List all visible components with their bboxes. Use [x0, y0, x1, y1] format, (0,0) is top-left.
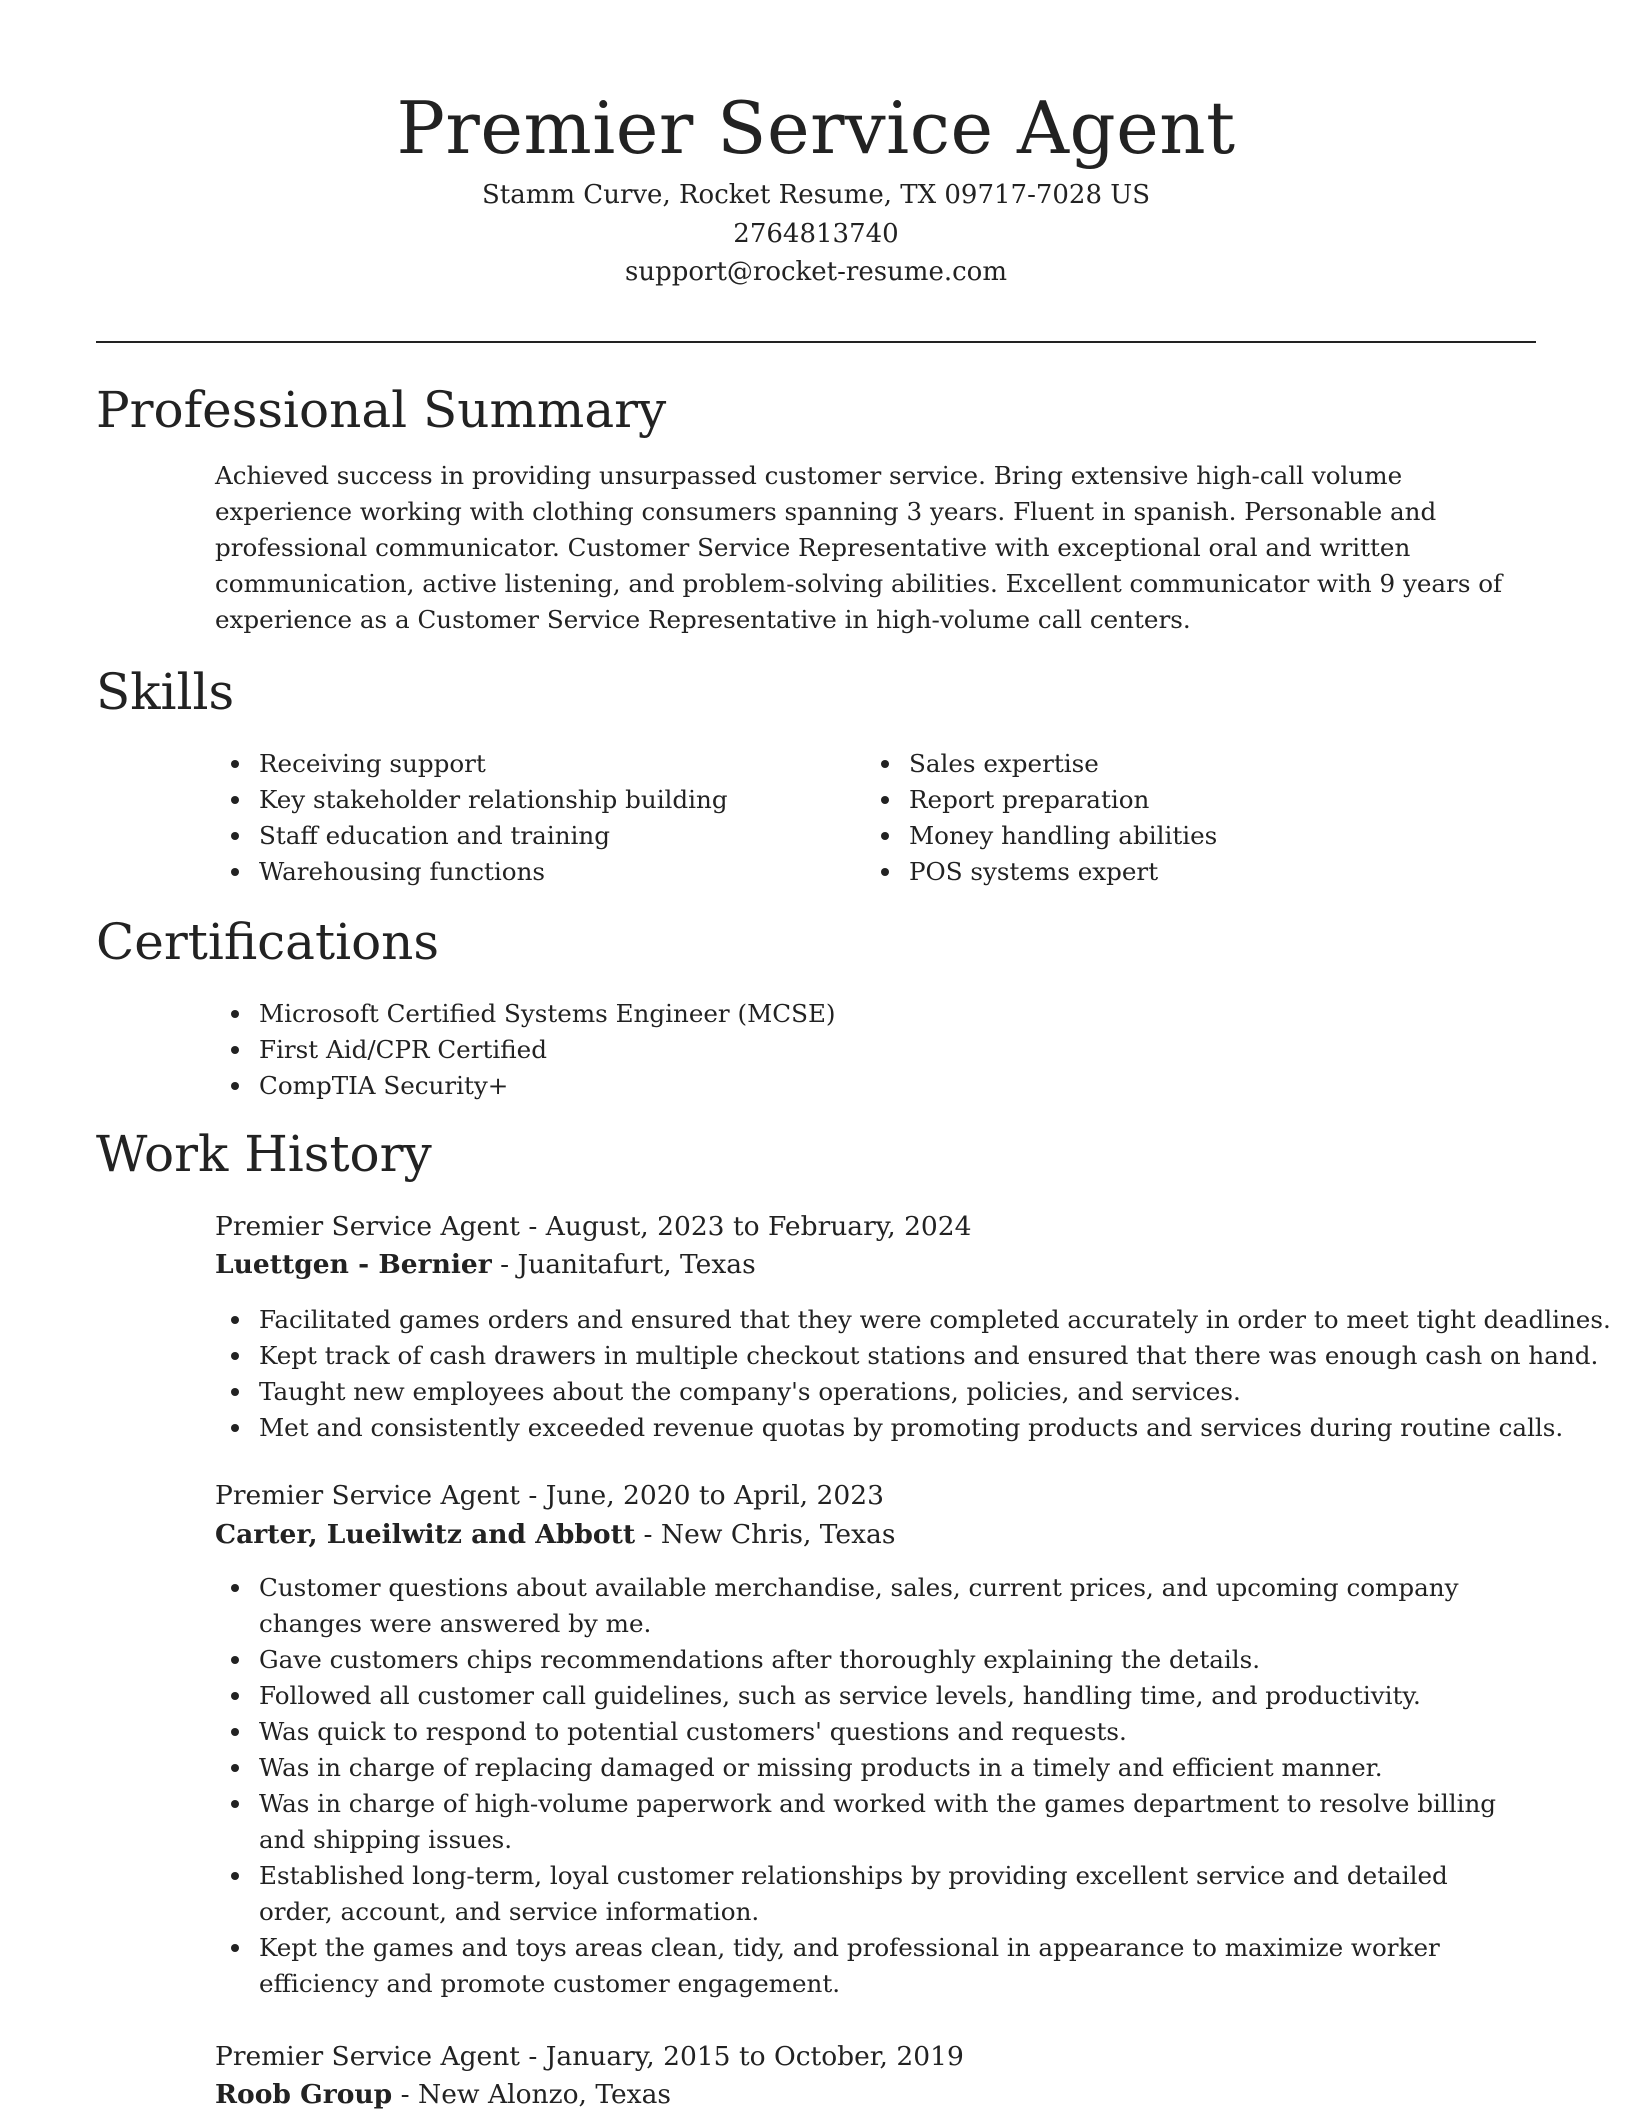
list-item: Report preparation — [865, 782, 1465, 818]
job-company-line — [215, 1246, 756, 1284]
job-title-line — [215, 1477, 884, 1515]
job-bullets — [215, 1302, 1611, 1446]
address: Stamm Curve, Rocket Resume, TX 09717-7028 US — [481, 180, 1151, 210]
job-dates: - January, 2015 to October, 2019 — [519, 2041, 964, 2072]
list-item: Warehousing functions — [215, 854, 815, 890]
skills-heading: Skills — [96, 663, 235, 721]
job-location: - Juanitafurt, Texas — [491, 1249, 756, 1280]
list-item: Was in charge of replacing damaged or missing products in a timely and efficient manner. — [215, 1750, 1515, 1786]
list-item: Facilitated games orders and ensured that they were completed accurately in order to meet tight deadlines. — [215, 1302, 1545, 1338]
list-item: Gave customers chips recommendations after thoroughly explaining the details. — [215, 1642, 1515, 1678]
list-item: Taught new employees about the company's operations, policies, and services. — [215, 1374, 1545, 1410]
company-name: Luettgen - Bernier — [215, 1249, 492, 1280]
list-item: Followed all customer call guidelines, such as service levels, handling time, and productivity. — [215, 1678, 1515, 1714]
list-item: Was quick to respond to potential customers' questions and requests. — [215, 1714, 1515, 1750]
job-dates: - June, 2020 to April, 2023 — [519, 1480, 884, 1511]
job-location: - New Alonzo, Texas — [392, 2079, 672, 2110]
job-company-line — [215, 2076, 671, 2114]
list-item: POS systems expert — [865, 854, 1465, 890]
job-title-line — [215, 1208, 972, 1246]
list-item: Money handling abilities — [865, 818, 1465, 854]
company-name: Roob Group — [215, 2079, 393, 2110]
summary-heading: Professional Summary — [96, 381, 667, 439]
list-item: Kept the games and toys areas clean, tidy, and professional in appearance to maximize worker efficiency and promote customer engagement. — [215, 1930, 1515, 2002]
list-item: Kept track of cash drawers in multiple checkout stations and ensured that there was enough cash on hand. — [215, 1338, 1545, 1374]
work-history-heading: Work History — [96, 1125, 432, 1183]
certifications-list — [215, 996, 1415, 1104]
contact-info — [96, 176, 1536, 292]
job-title: Premier Service Agent — [215, 1480, 520, 1511]
list-item: Key stakeholder relationship building — [215, 782, 815, 818]
job-dates: - August, 2023 to February, 2024 — [519, 1211, 972, 1242]
list-item: Sales expertise — [865, 746, 1465, 782]
list-item: Established long-term, loyal customer relationships by providing excellent service and detailed order, account, and service information. — [215, 1858, 1515, 1930]
skills-list-right — [865, 746, 1465, 890]
company-name: Carter, Lueilwitz and Abbott — [215, 1519, 636, 1550]
skills-list-left — [215, 746, 815, 890]
phone: 2764813740 — [733, 218, 899, 249]
list-item: CompTIA Security+ — [215, 1068, 1415, 1104]
certifications-heading: Certifications — [96, 913, 440, 971]
job-title: Premier Service Agent — [215, 2041, 520, 2072]
email: support@rocket-resume.com — [624, 257, 1007, 287]
list-item: Customer questions about available merchandise, sales, current prices, and upcoming company changes were answered by me. — [215, 1570, 1515, 1642]
list-item: First Aid/CPR Certified — [215, 1032, 1415, 1068]
job-company-line — [215, 1516, 895, 1554]
job-bullets — [215, 1570, 1515, 2002]
job-location: - New Chris, Texas — [635, 1519, 896, 1550]
header-divider — [96, 341, 1536, 343]
list-item: Staff education and training — [215, 818, 815, 854]
list-item: Microsoft Certified Systems Engineer (MCSE) — [215, 996, 1415, 1032]
summary-text: Achieved success in providing unsurpassed customer service. Bring extensive high-call volume experience working with clothing consumers spanning 3 years. Fluent in spanish. Personable and professional communicator. Customer Service Representative with exceptional oral and written communication, active listening, and problem-solving abilities. Excellent communicator with 9 years of experience as a Customer Service Representative in high-volume call centers. — [215, 461, 1503, 634]
candidate-name: Premier Service Agent — [396, 86, 1236, 170]
job-title: Premier Service Agent — [215, 1211, 520, 1242]
resume-header — [96, 80, 1536, 292]
list-item: Met and consistently exceeded revenue quotas by promoting products and services during routine calls. — [215, 1410, 1545, 1446]
job-title-line — [215, 2038, 964, 2076]
list-item: Was in charge of high-volume paperwork and worked with the games department to resolve billing and shipping issues. — [215, 1786, 1515, 1858]
list-item: Receiving support — [215, 746, 815, 782]
